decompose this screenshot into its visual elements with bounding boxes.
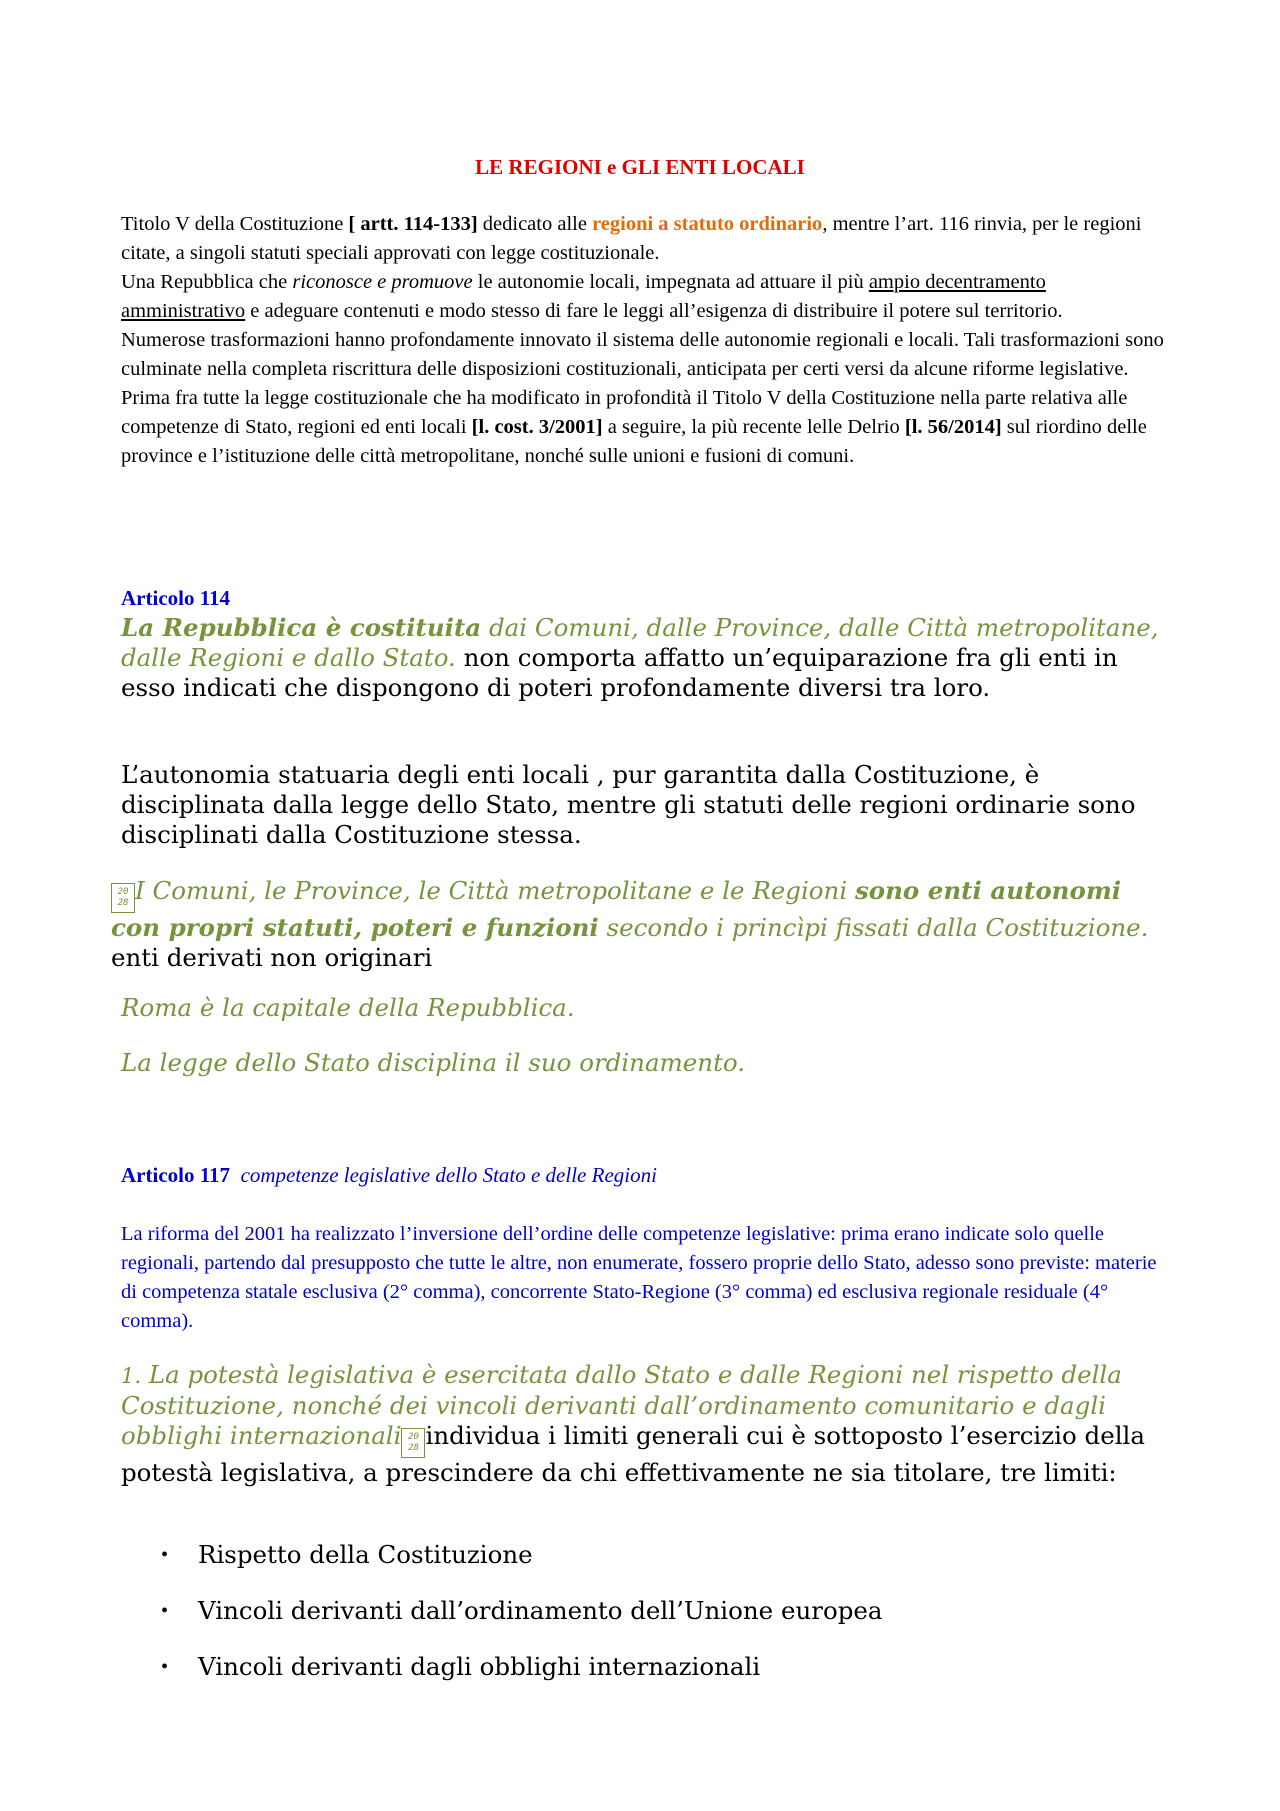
article-114-paragraph-3: 20 28 I Comuni, le Province, le Città metropolitane e le Regioni sono enti autonomi con propri statuti, poteri e funzioni secondo i princìpi fissati dalla Costituzione. enti derivati non originari [111, 876, 1149, 972]
article-117-paragraph-1: 1. La potestà legislativa è esercitata dallo Stato e dalle Regioni nel rispetto della Costituzione, nonché dei vincoli derivanti dall’ordinamento comunitario e dagli obblighi internazionali 20 28 individua i limiti generali cui è sottoposto l’esercizio della potestà legislativa, a prescindere da chi effettivamente ne sia titolare, tre limiti: [121, 1360, 1145, 1487]
intro-paragraph-2: Una Repubblica che riconosce e promuove le autonomie locali, impegnata ad attuare il più ampio decentramento amministrativo e adeguare contenuti e modo stesso di fare le leggi all’esigenza di distribuire il potere sul territorio. [121, 271, 1063, 322]
list-item: • Vincoli derivanti dall’ordinamento dell’Unione europea [161, 1596, 883, 1625]
article-114-paragraph-1: La Repubblica è costituita dai Comuni, dalle Province, dalle Città metropolitane, dalle Regioni e dallo Stato. non comporta affatto un’equiparazione fra gli enti in esso indicati che dispongono di poteri profondamente diversi tra loro. [121, 613, 1159, 702]
comma-number: 1. [121, 1364, 142, 1388]
article-114-paragraph-2: L’autonomia statuaria degli enti locali , pur garantita dalla Costituzione, è disciplinata dalla legge dello Stato, mentre gli statuti delle regioni ordinarie sono disciplinati dalla Costituzione stessa. [121, 760, 1136, 849]
footnote-marker: 20 28 [111, 883, 135, 913]
intro-paragraph-3: Numerose trasformazioni hanno profondamente innovato il sistema delle autonomie regionali e locali. Tali trasformazioni sono culminate nella completa riscrittura delle disposizioni costituzionali, anticipata per certi versi da alcune riforme legislative. [121, 329, 1164, 380]
article-114-paragraph-4: Roma è la capitale della Repubblica. [121, 993, 575, 1022]
list-item: • Rispetto della Costituzione [161, 1540, 533, 1569]
limits-list [121, 1540, 1171, 1708]
intro-paragraph-4: Prima fra tutte la legge costituzionale che ha modificato in profondità il Titolo V della Costituzione nella parte relativa alle competenze di Stato, regioni ed enti locali [l. cost. 3/2001] a seguire, la più recente lelle Delrio [l. 56/2014] sul riordino delle province e l’istituzione delle città metropolitane, nonché sulle unioni e fusioni di comuni. [121, 387, 1147, 467]
article-117-subtitle: competenze legislative dello Stato e delle Regioni [240, 1163, 657, 1187]
article-117-heading: Articolo 117 competenze legislative dello Stato e delle Regioni [121, 1163, 657, 1187]
articles-ref: [ artt. 114-133] [348, 213, 478, 235]
list-item: • Vincoli derivanti dagli obblighi internazionali [161, 1652, 761, 1681]
footnote-marker: 20 28 [401, 1428, 425, 1458]
intro-paragraph-1: Titolo V della Costituzione [ artt. 114-133] dedicato alle regioni a statuto ordinario, mentre l’art. 116 rinvia, per le regioni citate, a singoli statuti speciali approvati con legge costituzionale. [121, 213, 1142, 264]
ordinary-statute-highlight: regioni a statuto ordinario [592, 213, 823, 235]
document-title: LE REGIONI e GLI ENTI LOCALI [475, 155, 805, 179]
article-117-description: La riforma del 2001 ha realizzato l’inversione dell’ordine delle competenze legislative: prima erano indicate solo quelle regionali, partendo dal presupposto che tutte le altre, non enumerate, fossero proprie dello Stato, adesso sono previste: materie di competenza statale esclusiva (2° comma), concorrente Stato-Regione (3° comma) ed esclusiva regionale residuale (4° comma). [121, 1223, 1157, 1332]
article-114-heading: Articolo 114 [121, 586, 231, 610]
article-114-paragraph-5: La legge dello Stato disciplina il suo ordinamento. [121, 1048, 746, 1077]
intro-section [121, 210, 1171, 471]
decentralization-underlined: ampio decentramento amministrativo [121, 271, 1046, 322]
